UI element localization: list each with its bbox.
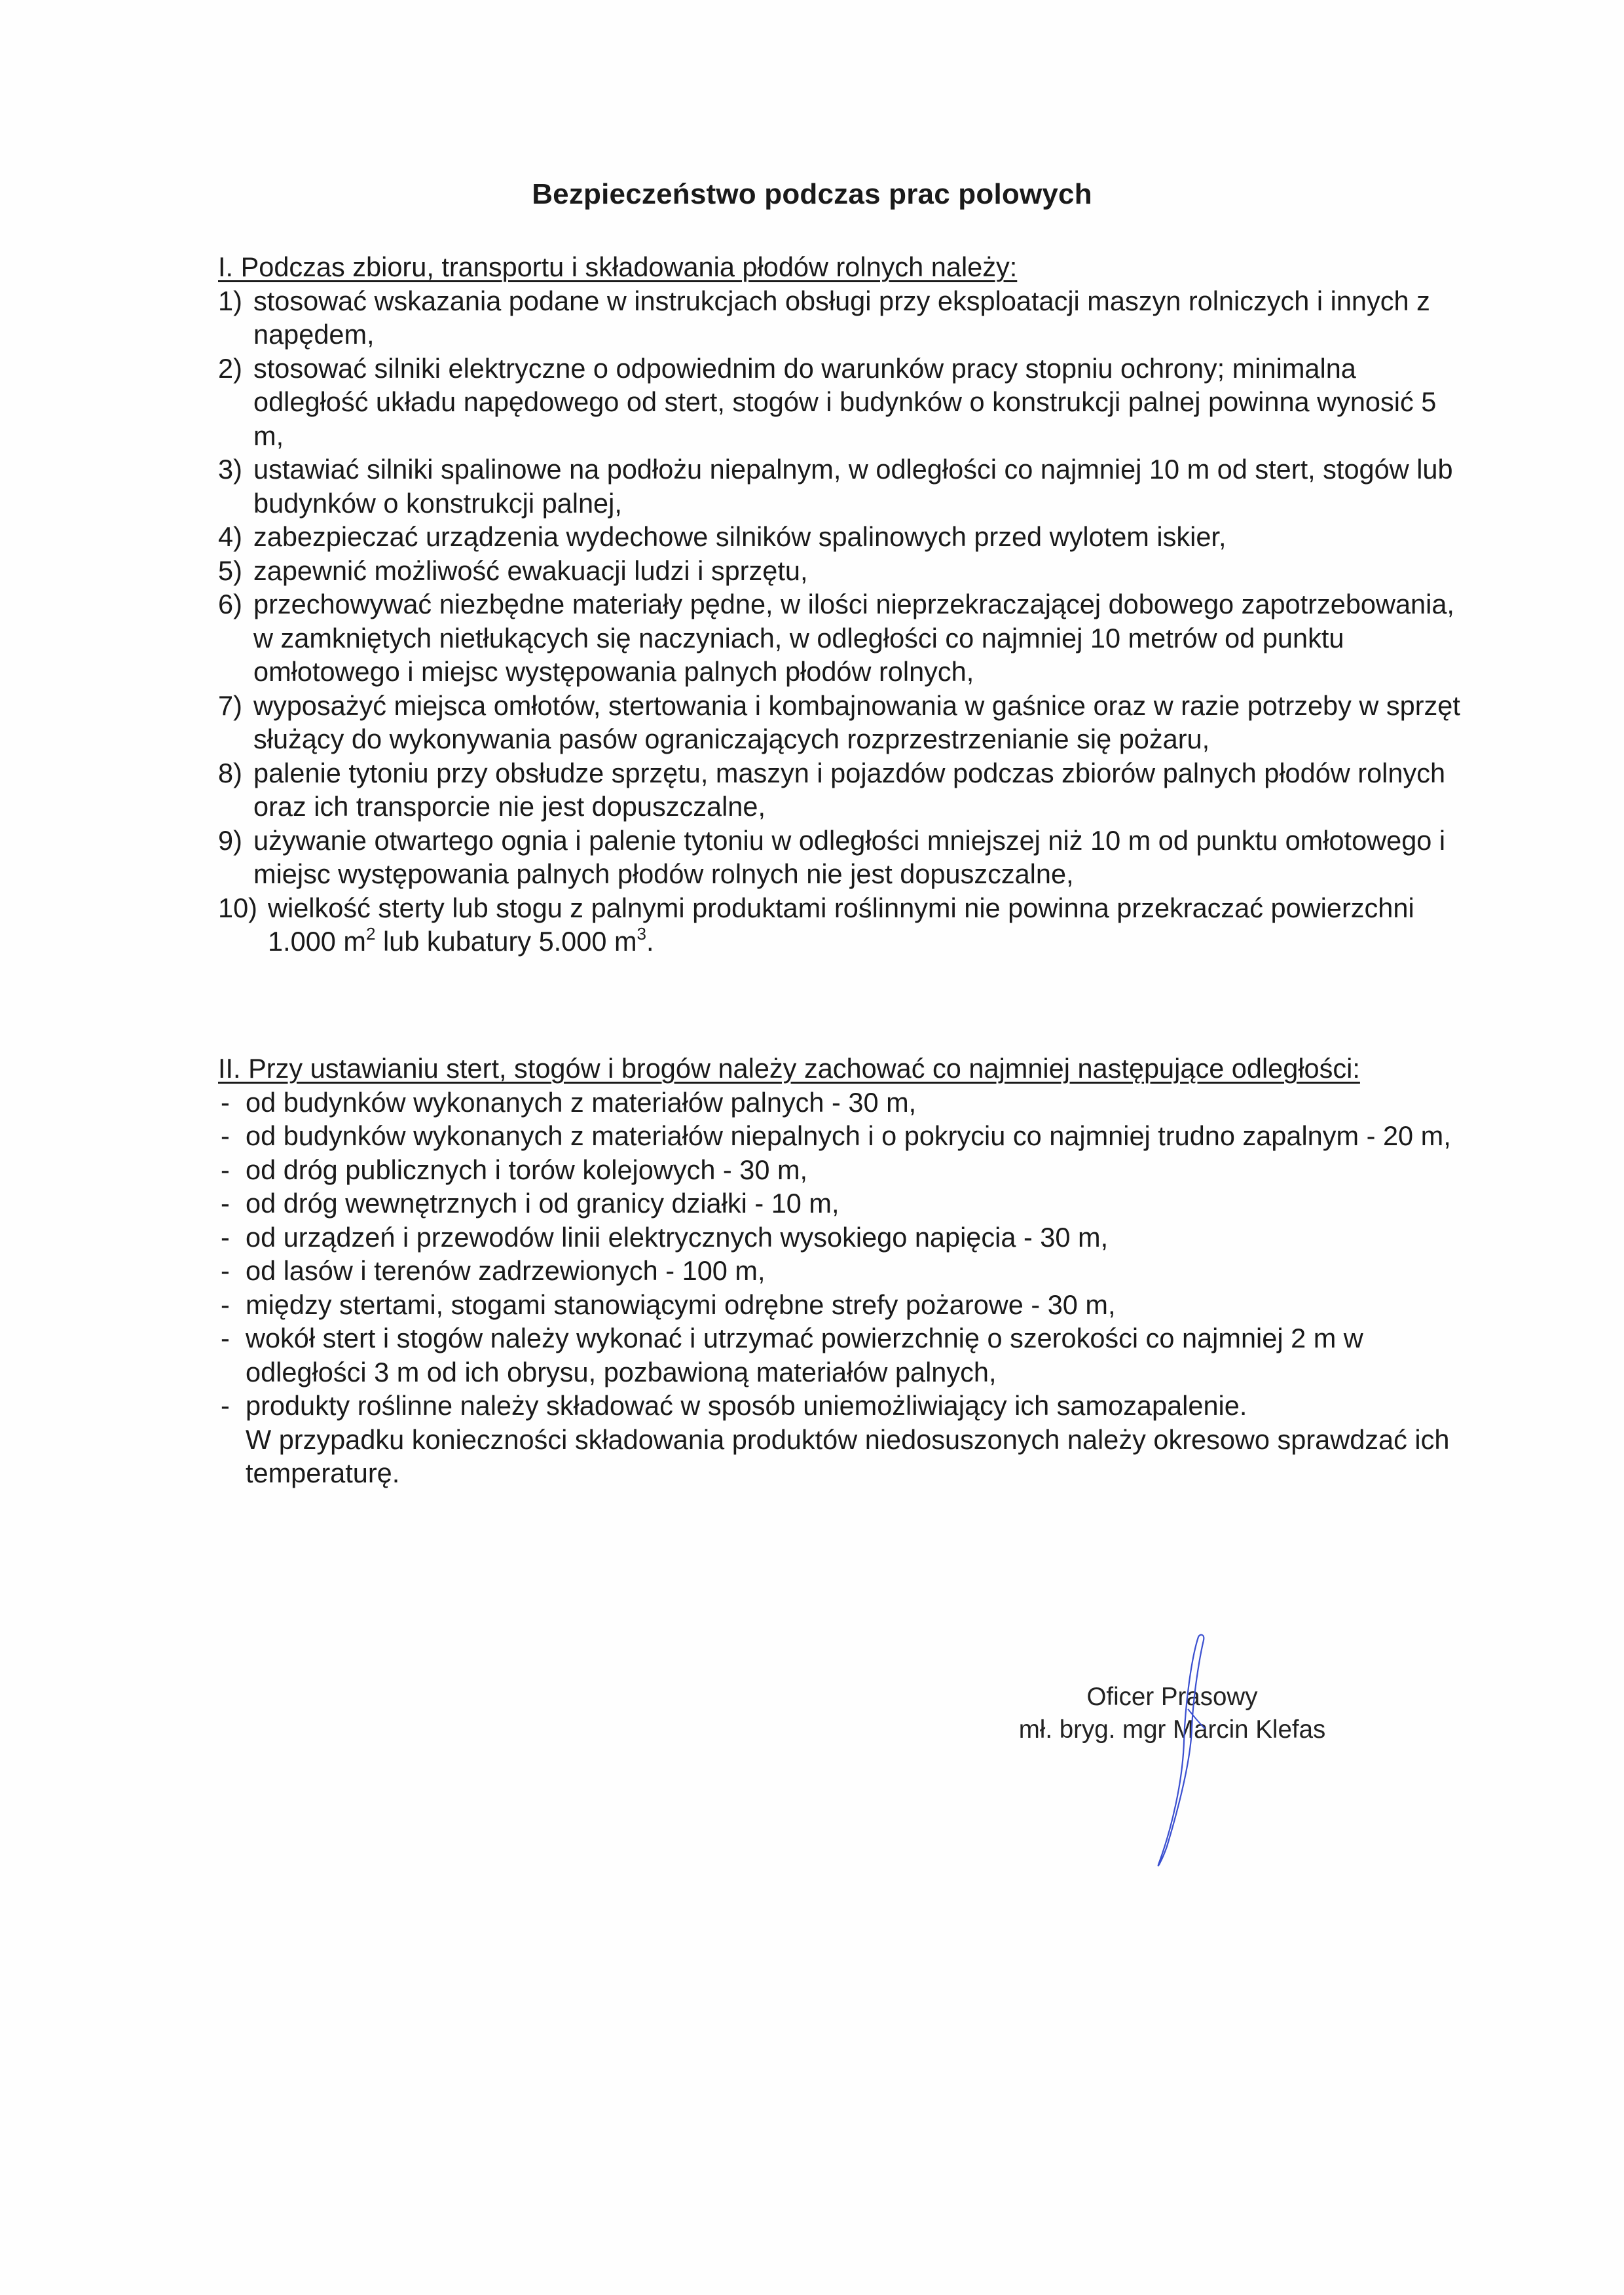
- item-number: 9): [218, 824, 242, 856]
- item-text: od lasów i terenów zadrzewionych - 100 m,: [246, 1255, 766, 1286]
- list-item: [218, 1086, 1462, 1120]
- item-text: przechowywać niezbędne materiały pędne, w ilości nieprzekraczającej dobowego zapotrzebowania, w zamkniętych nietłukących się naczyniach, w odległości co najmniej 10 metrów od punktu omłotowego i miejsc występowania palnych płodów rolnych,: [253, 589, 1454, 687]
- item-number: 3): [218, 454, 242, 485]
- item-text: od dróg wewnętrznych i od granicy działki - 10 m,: [246, 1188, 840, 1219]
- item-number: 2): [218, 352, 242, 384]
- bullet-dash: -: [221, 1188, 230, 1219]
- item-text-part: wielkość sterty lub stogu z palnymi produktami roślinnymi nie powinna przekraczać powierzchni 1.000 m: [268, 892, 1414, 957]
- list-item: [218, 554, 1462, 588]
- list-item: [218, 1321, 1462, 1389]
- item-text: zapewnić możliwość ewakuacji ludzi i sprzętu,: [253, 555, 808, 586]
- item-text-part: .: [646, 926, 654, 957]
- list-item: [218, 520, 1462, 554]
- bullet-dash: -: [221, 1154, 230, 1185]
- item-text: produkty roślinne należy składować w sposób uniemożliwiający ich samozapalenie.: [246, 1390, 1247, 1421]
- item-text-part: lub kubatury 5.000 m: [375, 926, 637, 957]
- superscript-3: 3: [637, 924, 646, 944]
- section-1-heading: I. Podczas zbioru, transportu i składowania płodów rolnych należy:: [218, 251, 1018, 282]
- item-text: ustawiać silniki spalinowe na podłożu niepalnym, w odległości co najmniej 10 m od stert, stogów lub budynków o konstrukcji palnej,: [253, 454, 1453, 519]
- item-number: 1): [218, 285, 242, 316]
- bullet-dash: -: [221, 1255, 230, 1286]
- item-text: od budynków wykonanych z materiałów niepalnych i o pokryciu co najmniej trudno zapalnym - 20 m,: [246, 1120, 1451, 1151]
- handwritten-signature-icon: [1139, 1630, 1244, 1879]
- item-number: 10): [218, 892, 257, 923]
- bullet-dash: -: [221, 1120, 230, 1151]
- bullet-dash: -: [221, 1221, 230, 1253]
- item-number: 5): [218, 555, 242, 586]
- item-number: 8): [218, 757, 242, 788]
- item-text: [268, 891, 1462, 959]
- item-text: od budynków wykonanych z materiałów palnych - 30 m,: [246, 1086, 917, 1118]
- list-item: [218, 1119, 1462, 1153]
- list-item: [218, 756, 1462, 824]
- item-text: wyposażyć miejsca omłotów, stertowania i kombajnowania w gaśnice oraz w razie potrzeby w sprzęt służący do wykonywania pasów ograniczających rozprzestrzenianie się pożaru,: [253, 689, 1460, 754]
- signature-name: mł. bryg. mgr Marcin Klefas: [1018, 1716, 1326, 1744]
- bullet-dash: -: [221, 1323, 230, 1353]
- item-number: 6): [218, 589, 242, 619]
- item-text: palenie tytoniu przy obsłudze sprzętu, maszyn i pojazdów podczas zbiorów palnych płodów rolnych oraz ich transporcie nie jest dopuszczalne,: [253, 757, 1446, 822]
- list-item: [218, 1288, 1462, 1322]
- item-text: wokół stert i stogów należy wykonać i utrzymać powierzchnię o szerokości co najmniej 2 m w odległości 3 m od ich obrysu, pozbawioną materiałów palnych,: [246, 1323, 1363, 1387]
- list-item: [218, 1186, 1462, 1221]
- list-item: [218, 1153, 1462, 1187]
- item-text: używanie otwartego ognia i palenie tytoniu w odległości mniejszej niż 10 m od punktu omłotowego i miejsc występowania palnych płodów rolnych nie jest dopuszczalne,: [253, 824, 1446, 889]
- item-text: zabezpieczać urządzenia wydechowe silników spalinowych przed wylotem iskier,: [253, 521, 1227, 552]
- storage-note: W przypadku konieczności składowania produktów niedosuszonych należy okresowo sprawdzać ich temperaturę.: [246, 1423, 1450, 1488]
- item-text: między stertami, stogami stanowiącymi odrębne strefy pożarowe - 30 m,: [246, 1289, 1116, 1320]
- list-item: [218, 689, 1462, 756]
- item-number: 7): [218, 689, 242, 721]
- item-text: od dróg publicznych i torów kolejowych - 30 m,: [246, 1154, 808, 1185]
- section-1: [218, 250, 1462, 959]
- list-item: [218, 452, 1462, 520]
- bullet-dash: -: [221, 1390, 230, 1421]
- signature-role: Oficer Prasowy: [1086, 1683, 1258, 1711]
- bullet-dash: -: [221, 1289, 230, 1320]
- section-2: [218, 1052, 1462, 1490]
- section-2-heading: II. Przy ustawianiu stert, stogów i brogów należy zachować co najmniej następujące odległości:: [218, 1053, 1360, 1084]
- list-item: [218, 891, 1462, 959]
- list-item: [218, 284, 1462, 352]
- document-title: Bezpieczeństwo podczas prac polowych: [532, 178, 1092, 210]
- signature-block: [995, 1681, 1349, 1746]
- list-item: [218, 1389, 1462, 1423]
- list-item: [218, 352, 1462, 453]
- item-number: 4): [218, 521, 242, 552]
- list-item: [218, 824, 1462, 891]
- list-item: [218, 587, 1462, 689]
- item-text: od urządzeń i przewodów linii elektrycznych wysokiego napięcia - 30 m,: [246, 1221, 1109, 1253]
- bullet-dash: -: [221, 1086, 230, 1118]
- list-item: [218, 1221, 1462, 1255]
- item-text: stosować silniki elektryczne o odpowiednim do warunków pracy stopniu ochrony; minimalna odległość układu napędowego od stert, stogów i budynków o konstrukcji palnej powinna wynosić 5 m,: [253, 352, 1437, 451]
- superscript-2: 2: [365, 924, 376, 944]
- list-item: [218, 1254, 1462, 1288]
- item-text: stosować wskazania podane w instrukcjach obsługi przy eksploatacji maszyn rolniczych i innych z napędem,: [253, 285, 1430, 350]
